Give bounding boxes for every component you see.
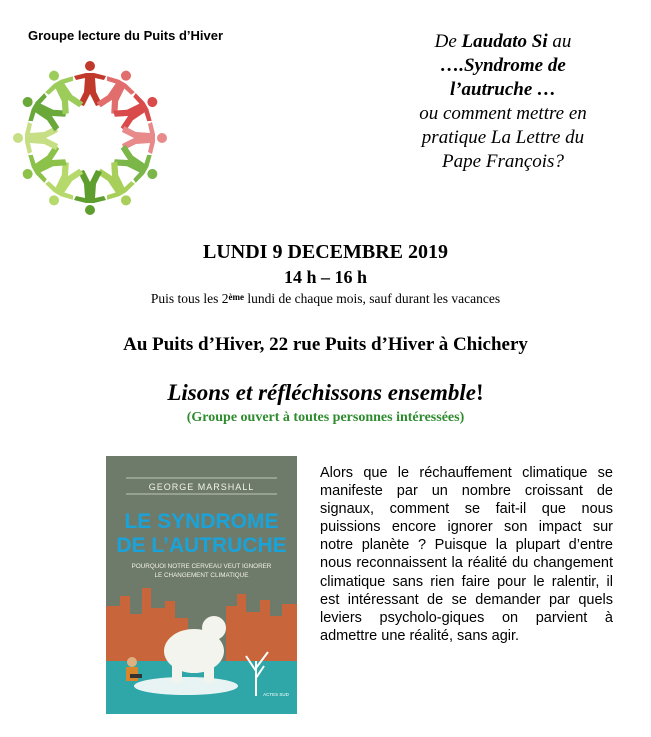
tagline: Lisons et réfléchissons ensemble! <box>167 380 484 405</box>
title-block <box>392 30 614 174</box>
title-line-3: l’autruche … <box>449 79 557 100</box>
book-publisher: ACTES SUD <box>263 692 289 697</box>
title-line-5: pratique La Lettre du <box>421 127 585 148</box>
book-cover <box>106 456 297 714</box>
book-subtitle-line-1: POURQUOI NOTRE CERVEAU VEUT IGNORER <box>131 563 272 570</box>
book-title-line-2: DE L’AUTRUCHE <box>116 534 287 557</box>
logo-figure <box>122 122 167 154</box>
title-line-6: Pape François? <box>442 151 564 172</box>
ice-floe <box>134 677 238 695</box>
event-recurrence: Puis tous les 2ème lundi de chaque mois, sauf durant les vacances <box>150 291 501 306</box>
title-line-4: ou comment mettre en <box>419 103 587 124</box>
title-line-1: De Laudato Si au <box>434 31 572 52</box>
logo-figure <box>13 122 58 154</box>
book-author: GEORGE MARSHALL <box>148 482 255 492</box>
book-description: Alors que le réchauffement climatique se manifeste par un nombre croissant de signaux, comment se fait-il que nous puissions encore ignorer son impact sur notre planète ? Puisque la plupart d’entre nous reconnaissent la réalité du changement climatique sans rien faire pour le ralentir, il est intéressant de se demander par quels leviers psycholo-giques on parvient à admettre une réalité, sans agir. <box>320 465 613 644</box>
logo-figure <box>74 170 106 215</box>
book-title-line-1: LE SYNDROME <box>124 510 279 533</box>
book-subtitle-line-2: LE CHANGEMENT CLIMATIQUE <box>154 572 249 579</box>
event-date: LUNDI 9 DECEMBRE 2019 <box>202 241 449 263</box>
event-address: Au Puits d’Hiver, 22 rue Puits d’Hiver à Chichery <box>123 334 528 355</box>
logo-figure <box>74 61 106 106</box>
event-time: 14 h – 16 h <box>283 267 368 287</box>
title-line-2: ….Syndrome de <box>440 55 566 76</box>
open-group-note: (Groupe ouvert à toutes personnes intéressées) <box>186 410 465 425</box>
circle-of-people-logo <box>8 58 173 218</box>
group-name: Groupe lecture du Puits d’Hiver <box>28 28 224 43</box>
